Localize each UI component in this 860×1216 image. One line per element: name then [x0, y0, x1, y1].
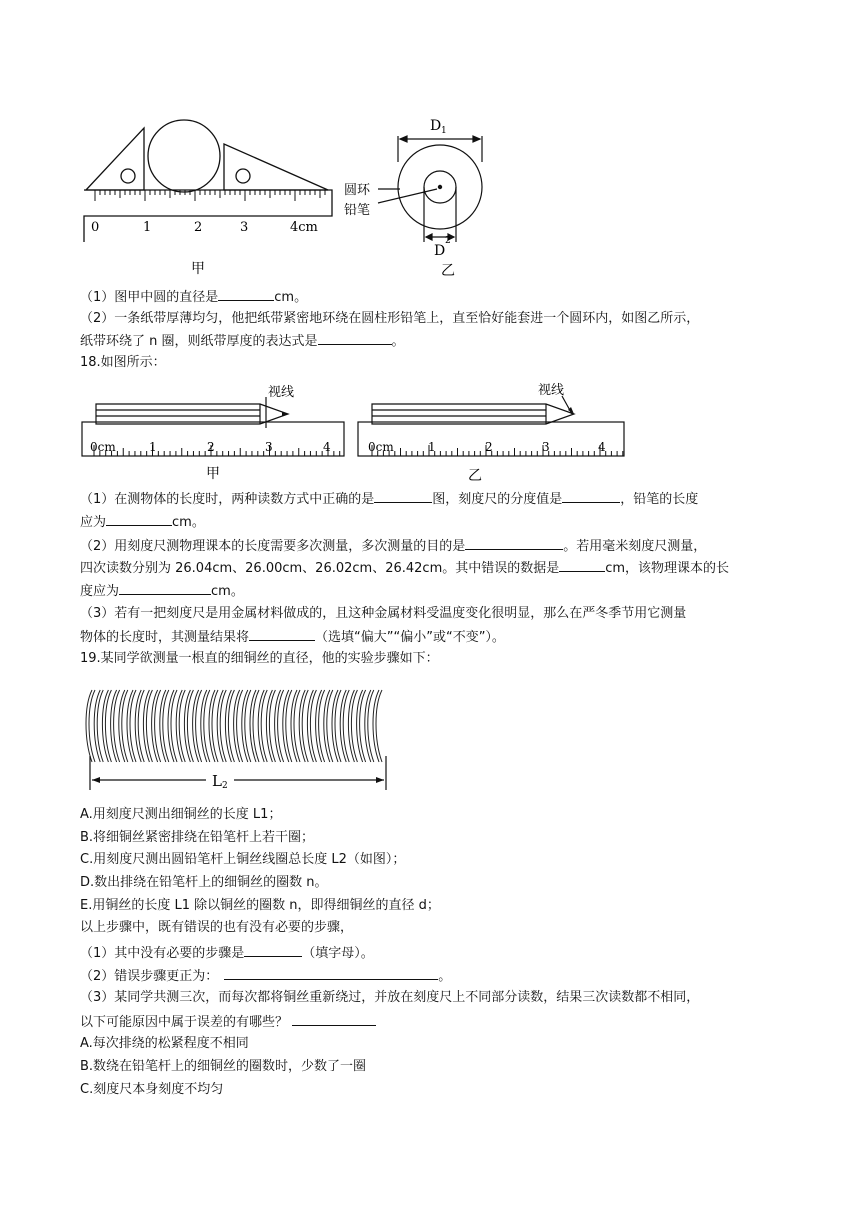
q18-part1-line2: 应为 cm。 [80, 512, 205, 532]
figure-label: 甲 [206, 466, 220, 482]
ruler-tick-label: 4 [598, 440, 606, 454]
figure-18-yi [356, 376, 628, 484]
ruler-tick-label: 1 [149, 440, 157, 454]
figure-17-jia [76, 110, 336, 278]
ruler-tick-label: 3 [542, 440, 550, 454]
ruler-tick-label: 0cm [90, 440, 116, 454]
figure-19-coil [80, 676, 400, 800]
figure-label: 甲 [191, 261, 205, 277]
ruler-tick-label: 4cm [290, 220, 318, 235]
q19-note: 以上步骤中，既有错误的也有没有必要的步骤， [80, 920, 354, 935]
q17-part1: （1）图甲中圆的直径是 cm。 [80, 287, 307, 307]
diameter-subscript: 2 [445, 236, 451, 246]
ruler-tick-label: 3 [265, 440, 273, 454]
ruler-tick-label: 2 [485, 440, 493, 454]
q18-part2-line3: 度应为 cm。 [80, 581, 244, 601]
q18-part2-line2: 四次读数分别为 26.04cm、26.00cm、26.02cm、26.42cm。其中错误的数据是 cm，该物理课本的长 [80, 558, 729, 578]
q18-title: 18.如图所示： [80, 355, 166, 370]
q19-option-c: C.刻度尺本身刻度不均匀 [80, 1082, 224, 1097]
ruler-tick-label: 1 [428, 440, 436, 454]
ruler-tick-label: 2 [207, 440, 215, 454]
ruler-tick-label: 0 [91, 220, 100, 235]
length-subscript: 2 [222, 781, 228, 791]
figure-label: 乙 [468, 468, 482, 484]
q19-option-a: A.每次排绕的松紧程度不相同 [80, 1036, 249, 1051]
q19-title: 19.某同学欲测量一根直的细铜丝的直径，他的实验步骤如下： [80, 651, 439, 666]
q19-part2: （2）错误步骤更正为： 。 [80, 966, 451, 986]
q19-step-e: E.用铜丝的长度 L1 除以铜丝的圈数 n，即得细铜丝的直径 d； [80, 898, 440, 913]
diameter-label: D [434, 243, 446, 259]
figure-label: 乙 [441, 263, 455, 279]
q19-step-a: A.用刻度尺测出细铜丝的长度 L1； [80, 807, 282, 822]
ruler-tick-label: 3 [240, 220, 249, 235]
ruler-tick-label: 4 [323, 440, 331, 454]
pencil-label: 铅笔 [344, 203, 371, 218]
ring-label: 圆环 [344, 183, 371, 198]
sight-line-label: 视线 [538, 383, 565, 398]
figure-18-jia [80, 380, 350, 482]
q19-part1: （1）其中没有必要的步骤是 （填字母）。 [80, 943, 374, 963]
q18-part1-line1: （1）在测物体的长度时，两种读数方式中正确的是 图，刻度尺的分度值是 ，铅笔的长度 [80, 489, 698, 509]
coil-loop [376, 690, 382, 762]
figure-17-yi [340, 112, 500, 280]
q18-part2-line1: （2）用刻度尺测物理课本的长度需要多次测量，多次测量的目的是 。若用毫米刻度尺测量， [80, 536, 706, 556]
q17-part2-line1: （2）一条纸带厚薄均匀，他把纸带紧密地环绕在圆柱形铅笔上，直至恰好能套进一个圆环内，如图乙所示， [80, 311, 700, 326]
ruler-tick-label: 0cm [368, 440, 394, 454]
q19-option-b: B.数绕在铅笔杆上的细铜丝的圈数时，少数了一圈 [80, 1059, 367, 1074]
q18-part3-line1: （3）若有一把刻度尺是用金属材料做成的，且这种金属材料受温度变化很明显，那么在严冬季节用它测量 [80, 606, 687, 621]
q19-step-c: C.用刻度尺测出圆铅笔杆上铜丝线圈总长度 L2（如图）； [80, 852, 406, 867]
diameter-subscript: 1 [441, 126, 447, 136]
q19-part3-line1: （3）某同学共测三次，而每次都将铜丝重新绕过，并放在刻度尺上不同部分读数，结果三次读数都不相同， [80, 990, 700, 1005]
q19-part3-line2: 以下可能原因中属于误差的有哪些？ [80, 1012, 376, 1032]
ruler-tick-label: 2 [194, 220, 203, 235]
q17-part2-line2: 纸带环绕了 n 圈，则纸带厚度的表达式是 。 [80, 331, 405, 351]
length-label: L [212, 772, 222, 790]
sight-line-label: 视线 [268, 385, 295, 400]
ruler-tick-label: 1 [143, 220, 152, 235]
q19-step-b: B.将细铜丝紧密排绕在铅笔杆上若干圈； [80, 830, 315, 845]
q18-part3-line2: 物体的长度时，其测量结果将 （选填“偏大”“偏小”或“不变”）。 [80, 627, 505, 647]
q19-step-d: D.数出排绕在铅笔杆上的细铜丝的圈数 n。 [80, 875, 328, 890]
diameter-label: D [430, 118, 442, 134]
